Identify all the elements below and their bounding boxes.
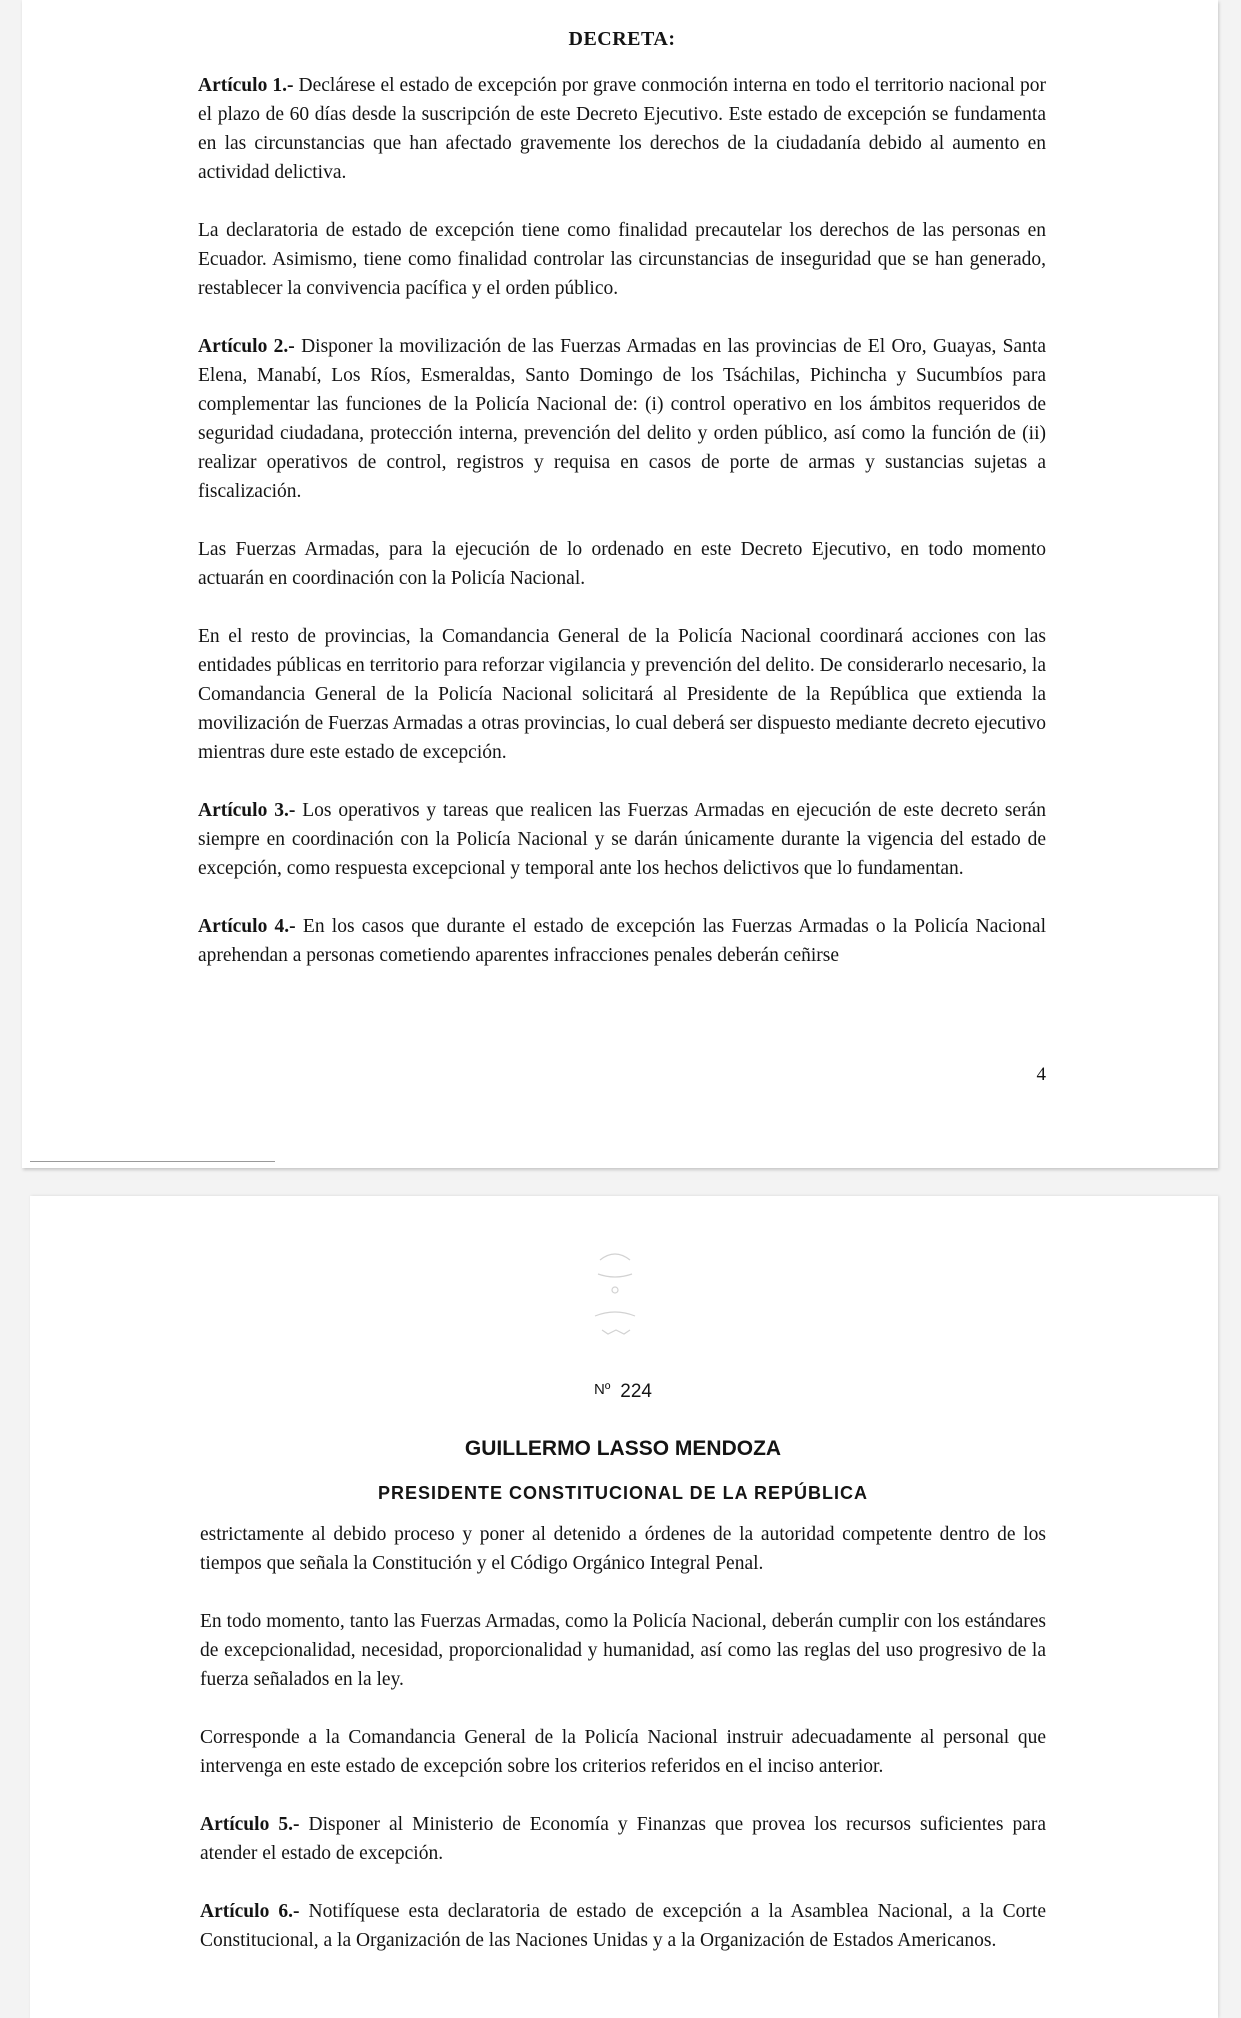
- article-2-label: Artículo 2.-: [198, 336, 295, 357]
- article-5-text: Disponer al Ministerio de Economía y Finanzas que provea los recursos suficientes para atender el estado de excepción.: [200, 1814, 1047, 1864]
- president-name: GUILLERMO LASSO MENDOZA: [464, 1437, 782, 1460]
- decree-number-value: 224: [620, 1381, 652, 1402]
- article-2-paragraph-2: Las Fuerzas Armadas, para la ejecución de lo ordenado en este Decreto Ejecutivo, en todo momento actuarán en coordinación con la Policía Nacional.: [198, 539, 1046, 589]
- faint-seal-watermark-icon: [570, 1238, 660, 1348]
- article-2-text: Disponer la movilización de las Fuerzas Armadas en las provincias de El Oro, Guayas, Santa Elena, Manabí, Los Ríos, Esmeraldas, Santo Domingo de los Tsáchilas, Pichincha y Sucumbíos para complementar las funciones de la Policía Nacional de: (i) control operativo en los ámbitos requeridos de seguridad ciudadana, protección interna, prevención del delito y orden público, así como la función de (ii) realizar operativos de control, registros y requisa en casos de porte de armas y sustancias sujetas a fiscalización.: [198, 336, 1046, 502]
- article-1-label: Artículo 1.-: [198, 75, 294, 96]
- article-1: [198, 71, 1046, 187]
- article-1-text: Declárese el estado de excepción por grave conmoción interna en todo el territorio nacional por el plazo de 60 días desde la suscripción de este Decreto Ejecutivo. Este estado de excepción se fundamenta en las circunstancias que han afectado gravemente los derechos de la ciudadanía debido al aumento en actividad delictiva.: [198, 75, 1046, 183]
- decree-number-prefix: Nº: [593, 1381, 611, 1398]
- article-6-label: Artículo 6.-: [200, 1901, 300, 1922]
- article-1-paragraph-2: La declaratoria de estado de excepción tiene como finalidad precautelar los derechos de las personas en Ecuador. Asimismo, tiene como finalidad controlar las circunstancias de inseguridad que se han generado, restablecer la convivencia pacífica y el orden público.: [198, 220, 1046, 299]
- decreta-heading: DECRETA:: [568, 28, 676, 50]
- article-3-text: Los operativos y tareas que realicen las Fuerzas Armadas en ejecución de este decreto serán siempre en coordinación con la Policía Nacional y se darán únicamente durante la vigencia del estado de excepción, como respuesta excepcional y temporal ante los hechos delictivos que lo fundamentan.: [198, 800, 1046, 879]
- page-number: 4: [1036, 1064, 1046, 1085]
- article-2-paragraph-3: En el resto de provincias, la Comandancia General de la Policía Nacional coordinará acciones con las entidades públicas en territorio para reforzar vigilancia y prevención del delito. De considerarlo necesario, la Comandancia General de la Policía Nacional solicitará al Presidente de la República que extienda la movilización de Fuerzas Armadas a otras provincias, lo cual deberá ser dispuesto mediante decreto ejecutivo mientras dure este estado de excepción.: [198, 626, 1046, 763]
- decree-number: [200, 1376, 1046, 1404]
- article-4-label: Artículo 4.-: [198, 916, 296, 937]
- article-4-paragraph-3: Corresponde a la Comandancia General de la Policía Nacional instruir adecuadamente al personal que intervenga en este estado de excepción sobre los criterios referidos en el inciso anterior.: [200, 1727, 1046, 1777]
- document-page-5: [30, 1196, 1218, 2018]
- article-3: [198, 796, 1046, 883]
- article-4-paragraph-2: En todo momento, tanto las Fuerzas Armadas, como la Policía Nacional, deberán cumplir con los estándares de excepcionalidad, necesidad, proporcionalidad y humanidad, así como las reglas del uso progresivo de la fuerza señalados en la ley.: [200, 1611, 1046, 1690]
- article-4: [198, 912, 1046, 970]
- document-page-4: [22, 0, 1218, 1168]
- article-4-continuation: estrictamente al debido proceso y poner al detenido a órdenes de la autoridad competente dentro de los tiempos que señala la Constitución y el Código Orgánico Integral Penal.: [200, 1524, 1046, 1574]
- article-6-text: Notifíquese esta declaratoria de estado de excepción a la Asamblea Nacional, a la Corte Constitucional, a la Organización de las Naciones Unidas y a la Organización de Estados Americanos.: [200, 1901, 1047, 1951]
- article-5-label: Artículo 5.-: [200, 1814, 300, 1835]
- article-5: [200, 1810, 1046, 1868]
- president-title: PRESIDENTE CONSTITUCIONAL DE LA REPÚBLICA: [377, 1483, 869, 1503]
- article-4-text: En los casos que durante el estado de excepción las Fuerzas Armadas o la Policía Nacional aprehendan a personas cometiendo aparentes infracciones penales deberán ceñirse: [198, 916, 1046, 966]
- page-separator: [30, 1161, 275, 1162]
- article-6: [200, 1897, 1046, 1955]
- article-2: [198, 332, 1046, 506]
- article-3-label: Artículo 3.-: [198, 800, 296, 821]
